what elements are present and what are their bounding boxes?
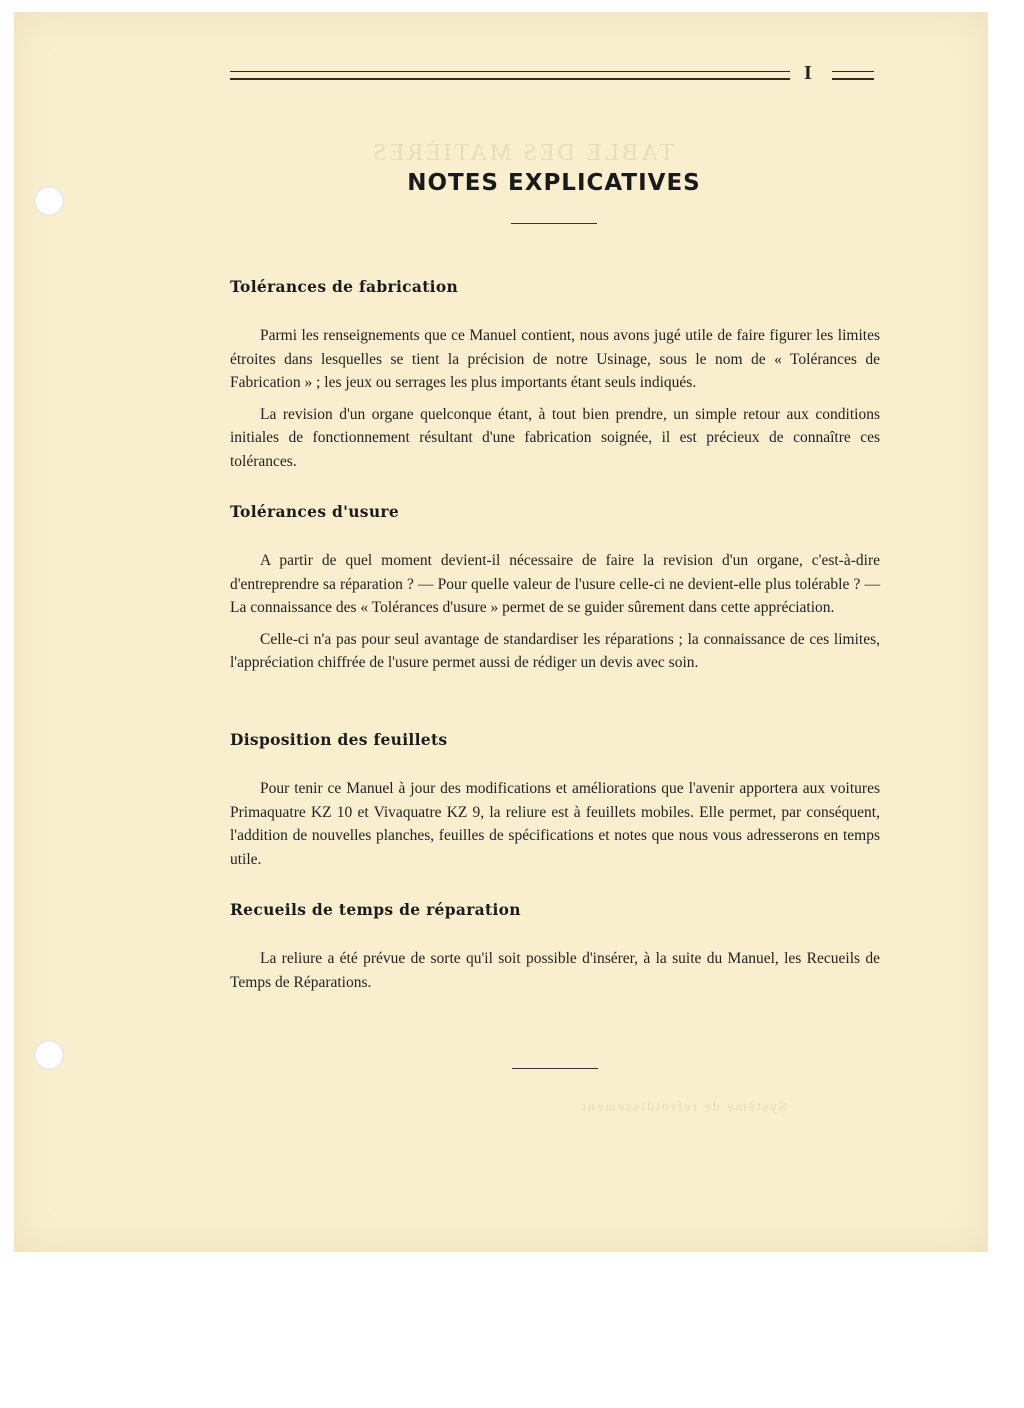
section-disposition-feuillets [230, 730, 880, 879]
page-title: NOTES EXPLICATIVES [407, 170, 701, 196]
section-heading: Disposition des feuillets [230, 730, 448, 749]
bleed-through-text: TABLE DES MATIÈRES [370, 140, 675, 166]
punch-hole [34, 186, 64, 216]
page-number: I [804, 62, 812, 84]
title-divider [511, 223, 597, 224]
punch-hole [34, 1040, 64, 1070]
section-tolerances-usure [230, 502, 880, 683]
paragraph: Parmi les renseignements que ce Manuel contient, nous avons jugé utile de faire figurer les limites étroites dans lesquelles se tient la précision de notre Usinage, sous le nom de « Tolérances de Fabrication » ; les jeux ou serrages les plus importants étant seuls indiqués. [230, 327, 880, 391]
paragraph: Celle-ci n'a pas pour seul avantage de standardiser les réparations ; la connaissance de ces limites, l'appréciation chiffrée de l'usure permet aussi de rédiger un devis avec soin. [230, 630, 880, 671]
bleed-through-text: Système de refroidissement [580, 1100, 787, 1115]
header-rule [832, 71, 874, 80]
paragraph: La reliure a été prévue de sorte qu'il soit possible d'insérer, à la suite du Manuel, les Recueils de Temps de Réparations. [230, 950, 880, 991]
section-heading: Tolérances de fabrication [230, 277, 459, 296]
end-divider [512, 1068, 598, 1069]
section-heading: Tolérances d'usure [230, 502, 400, 521]
paragraph: Pour tenir ce Manuel à jour des modifications et améliorations que l'avenir apportera aux voitures Primaquatre KZ 10 et Vivaquatre KZ 9, la reliure est à feuillets mobiles. Elle permet, par conséquent, l'addition de nouvelles planches, feuilles de spécifications et notes que nous vous adresserons en temps utile. [230, 780, 880, 868]
paragraph: A partir de quel moment devient-il nécessaire de faire la revision d'un organe, c'est-à-dire d'entreprendre sa réparation ? — Pour quelle valeur de l'usure celle-ci ne devient-elle plus tolérable ? — La connaissance des « Tolérances d'usure » permet de se guider sûrement dans cette appréciation. [230, 552, 880, 616]
paragraph: La revision d'un organe quelconque étant, à tout bien prendre, un simple retour aux conditions initiales de fonctionnement résultant d'une fabrication soignée, il est précieux de connaître ces tolérances. [230, 405, 880, 470]
section-heading: Recueils de temps de réparation [230, 900, 521, 919]
section-recueils-temps [230, 900, 880, 1002]
section-tolerances-fabrication [230, 277, 880, 481]
header-rule [230, 71, 790, 80]
